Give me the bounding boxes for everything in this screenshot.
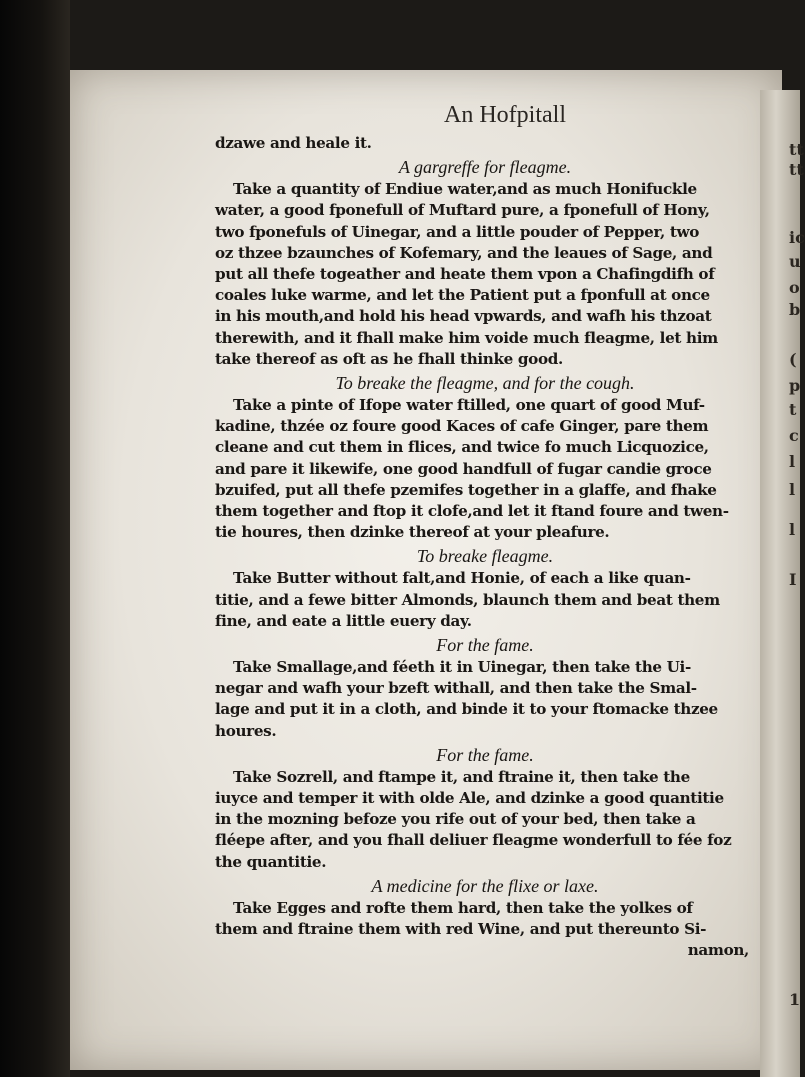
edge-glyph: tt [789,140,804,159]
edge-glyph: l [789,452,796,471]
catchword: namon, [687,941,749,960]
page-body [215,133,755,962]
text-line: in his mouth,and hold his head vpwards, and wafh his thzoat [215,307,712,326]
edge-glyph: t [789,400,797,419]
text-line: Take a quantity of Endiue water,and as much Honifuckle [233,180,697,199]
recipe-heading: For the fame. [436,744,534,765]
edge-glyph: l [789,480,796,499]
running-head: An Hofpitall [444,102,566,128]
text-line: take thereof as oft as he fhall thinke good. [215,349,563,368]
edge-glyph: ic [789,228,805,247]
edge-glyph: tt [789,160,804,179]
text-line: lage and put it in a cloth, and binde it to your ftomacke thzee [215,700,718,719]
text-line: Take Butter without falt,and Honie, of each a like quan- [233,569,691,588]
recipe-paragraph [215,395,755,543]
recipe-heading: For the fame. [436,635,534,656]
text-line: houres. [215,721,277,740]
book-gutter [0,0,70,1077]
recipe-paragraph [215,133,755,154]
edge-glyph: o [789,278,800,297]
recipe-paragraph [215,767,755,873]
edge-glyph: I [789,570,797,589]
recipe-heading: To breake the fleagme, and for the cough. [335,373,635,394]
text-line: Take Smallage,and féeth it in Uinegar, then take the Ui- [233,658,691,677]
text-line: fléepe after, and you fhall deliuer fleagme wonderfull to fée foz [215,831,732,850]
text-line: negar and wafh your bzeft withall, and then take the Smal- [215,679,697,698]
text-line: tie houres, then dzinke thereof at your pleafure. [215,523,610,542]
recipe-paragraph [215,568,755,632]
recipe-heading: A gargreffe for fleagme. [398,157,572,178]
recipe-paragraph [215,657,755,742]
text-line: therewith, and it fhall make him voide much fleagme, let him [215,328,718,347]
recipe-heading: To breake fleagme. [416,546,554,567]
text-line: them together and ftop it clofe,and let it ftand foure and twen- [215,502,729,521]
text-line: them and ftraine them with red Wine, and put thereunto Si- [215,920,707,939]
text-line: bzuifed, put all thefe pzemifes together in a glaffe, and fhake [215,480,717,499]
recipe-heading: A medicine for the flixe or laxe. [371,875,599,896]
text-line: two fponefuls of Uinegar, and a little pouder of Pepper, two [215,222,700,241]
text-line: Take a pinte of Ifope water ftilled, one quart of good Muf- [233,396,705,415]
edge-glyph: u [789,252,801,271]
text-line: kadine, thzée oz foure good Kaces of cafe Ginger, pare them [215,417,709,436]
page-text [215,102,755,962]
text-line: Take Egges and rofte them hard, then take the yolkes of [233,898,693,917]
text-line: the quantitie. [215,852,327,871]
edge-glyph: c [789,426,799,445]
edge-glyph: l [789,520,796,539]
text-line: iuyce and temper it with olde Ale, and dzinke a good quantitie [215,789,724,808]
text-line: coales luke warme, and let the Patient put a fponfull at once [215,286,710,305]
recipe-paragraph [215,179,755,370]
text-line: put all thefe togeather and heate them vpon a Chafingdifh of [215,265,715,284]
edge-glyph: b [789,300,801,319]
text-line: titie, and a fewe bitter Almonds, blaunch them and beat them [215,590,720,609]
edge-glyph: 1 [789,990,801,1009]
text-line: Take Sozrell, and ftampe it, and ftraine it, then take the [233,767,690,786]
edge-glyph: p [789,376,801,395]
recipe-paragraph [215,898,755,940]
text-line: dzawe and heale it. [215,134,372,152]
text-line: cleane and cut them in flices, and twice fo much Licquozice, [215,438,709,457]
text-line: oz thzee bzaunches of Kofemary, and the leaues of Sage, and [215,243,713,262]
text-line: and pare it likewife, one good handfull of fugar candie groce [215,459,712,478]
text-line: water, a good fponefull of Muftard pure, a fponefull of Hony, [215,201,710,220]
text-line: in the mozning befoze you rife out of your bed, then take a [215,810,696,829]
text-line: fine, and eate a little euery day. [215,611,472,630]
edge-glyph: ( [789,350,797,369]
